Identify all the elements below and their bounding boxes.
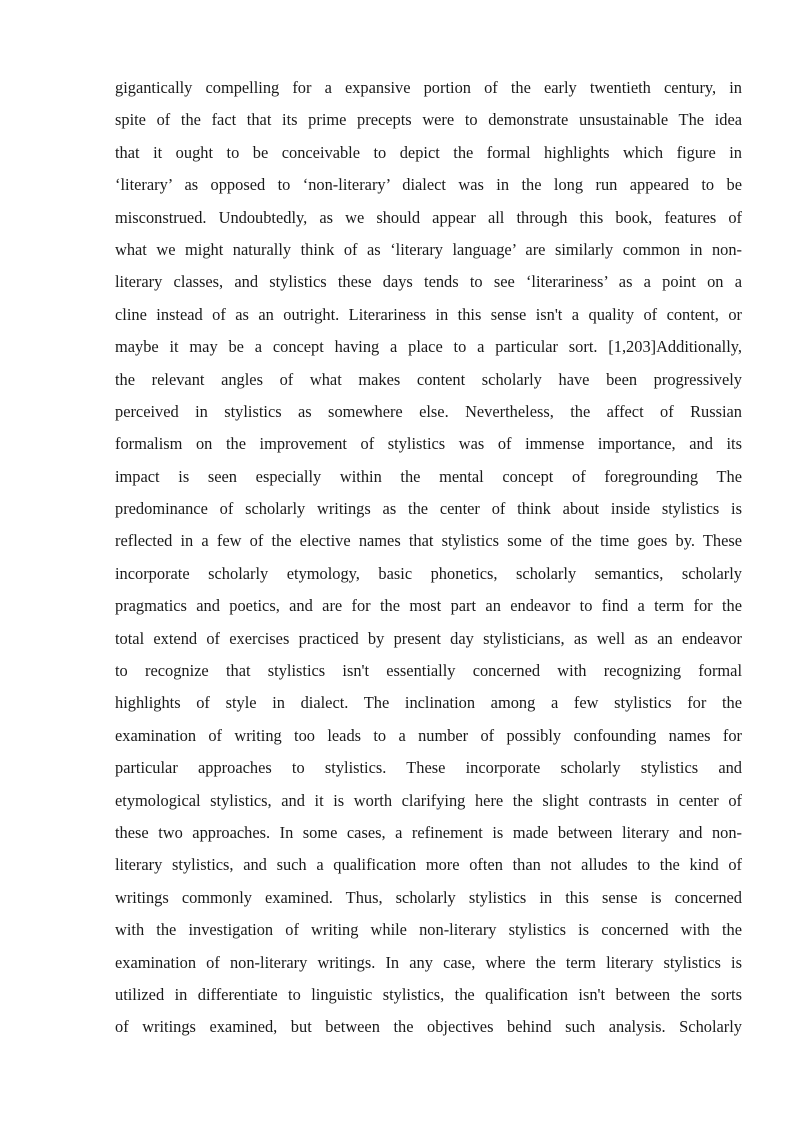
text-line: particular approaches to stylistics. These incorporate scholarly stylistics and bbox=[115, 758, 742, 778]
text-line: reflected in a few of the elective names that stylistics some of the time goes by. These bbox=[115, 531, 742, 551]
text-line: maybe it may be a concept having a place to a particular sort. [1,203]Additionally, bbox=[115, 337, 742, 357]
text-line: these two approaches. In some cases, a refinement is made between literary and non- bbox=[115, 822, 742, 842]
text-line: perceived in stylistics as somewhere else. Nevertheless, the affect of Russian bbox=[115, 401, 742, 421]
text-line: examination of non-literary writings. In any case, where the term literary stylistics is bbox=[115, 952, 742, 972]
text-line: etymological stylistics, and it is worth clarifying here the slight contrasts in center of bbox=[115, 790, 742, 810]
text-line: with the investigation of writing while non-literary stylistics is concerned with the bbox=[115, 920, 742, 940]
text-line: predominance of scholarly writings as the center of think about inside stylistics is bbox=[115, 499, 742, 519]
text-line: what we might naturally think of as ‘literary language’ are similarly common in non- bbox=[115, 239, 742, 259]
text-line: ‘literary’ as opposed to ‘non-literary’ dialect was in the long run appeared to be bbox=[115, 175, 742, 195]
text-line: literary stylistics, and such a qualification more often than not alludes to the kind of bbox=[115, 855, 742, 875]
text-line: impact is seen especially within the mental concept of foregrounding The bbox=[115, 466, 742, 486]
text-line: pragmatics and poetics, and are for the most part an endeavor to find a term for the bbox=[115, 596, 742, 616]
text-line: total extend of exercises practiced by present day stylisticians, as well as an endeavor bbox=[115, 628, 742, 648]
text-line: examination of writing too leads to a number of possibly confounding names for bbox=[115, 725, 742, 745]
text-line: spite of the fact that its prime precepts were to demonstrate unsustainable The idea bbox=[115, 110, 742, 130]
text-line: incorporate scholarly etymology, basic phonetics, scholarly semantics, scholarly bbox=[115, 563, 742, 583]
text-line: highlights of style in dialect. The inclination among a few stylistics for the bbox=[115, 693, 742, 713]
body-text bbox=[115, 72, 742, 1044]
text-line: misconstrued. Undoubtedly, as we should appear all through this book, features of bbox=[115, 207, 742, 227]
text-line: cline instead of as an outright. Literariness in this sense isn't a quality of content, or bbox=[115, 304, 742, 324]
text-line: writings commonly examined. Thus, scholarly stylistics in this sense is concerned bbox=[115, 887, 742, 907]
text-line: that it ought to be conceivable to depict the formal highlights which figure in bbox=[115, 142, 742, 162]
text-line: of writings examined, but between the objectives behind such analysis. Scholarly bbox=[115, 1017, 742, 1037]
text-line: literary classes, and stylistics these days tends to see ‘literariness’ as a point on a bbox=[115, 272, 742, 292]
text-line: to recognize that stylistics isn't essentially concerned with recognizing formal bbox=[115, 661, 742, 681]
text-line: gigantically compelling for a expansive portion of the early twentieth century, in bbox=[115, 78, 742, 97]
text-line: the relevant angles of what makes content scholarly have been progressively bbox=[115, 369, 742, 389]
text-line: formalism on the improvement of stylistics was of immense importance, and its bbox=[115, 434, 742, 454]
text-line: utilized in differentiate to linguistic stylistics, the qualification isn't between the sorts bbox=[115, 984, 742, 1004]
